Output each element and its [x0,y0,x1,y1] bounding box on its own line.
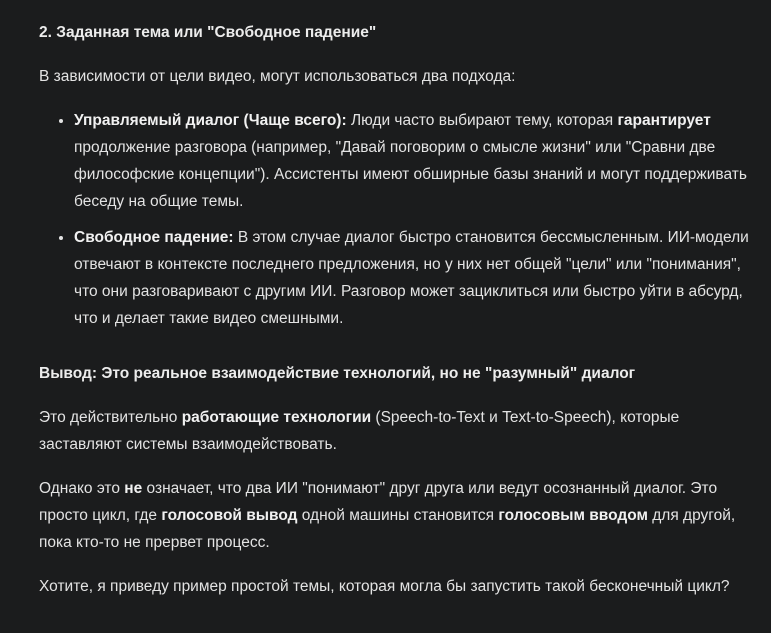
p2-bold-1: не [124,480,143,497]
approaches-list [39,107,751,332]
p2-bold-2: голосовой вывод [161,507,298,524]
p2-text-1: Однако это [39,480,125,497]
p1-bold-1: работающие технологии [181,409,372,426]
section-heading-conclusion: Вывод: Это реальное взаимодействие технологий, но не "разумный" диалог [39,365,636,382]
p2-text-2: означает, что два ИИ "понимают" друг друга или ведут осознанный диалог. Это просто цикл, где [39,480,718,524]
section-heading-topic: 2. Заданная тема или "Свободное падение" [39,24,377,41]
assistant-message [39,19,751,617]
list-item-guided-dialog [74,107,751,215]
intro-paragraph: В зависимости от цели видео, могут использоваться два подхода: [39,68,516,85]
conclusion-paragraph-2 [39,475,751,556]
closing-question: Хотите, я приведу пример простой темы, которая могла бы запустить такой бесконечный цикл? [39,578,730,595]
guided-dialog-emphasis: гарантирует [617,112,711,129]
conclusion-paragraph-1 [39,404,751,458]
guided-dialog-text-1: Люди часто выбирают тему, которая [346,112,618,129]
list-item-free-fall [74,224,751,332]
p1-text-2: (Speech-to-Text и Text-to-Speech), которые заставляют системы взаимодействовать. [39,409,680,453]
guided-dialog-label: Управляемый диалог (Чаще всего): [74,112,347,129]
guided-dialog-text-2: продолжение разговора (например, "Давай поговорим о смысле жизни" или "Сравни две философские концепции"). Ассистенты имеют обширные базы знаний и могут поддерживать беседу на общие темы. [74,139,747,210]
free-fall-label: Свободное падение: [74,229,234,246]
p2-text-4: для другой, пока кто-то не прервет процесс. [39,507,736,551]
p1-text-1: Это действительно [39,409,182,426]
free-fall-text: В этом случае диалог быстро становится бессмысленным. ИИ-модели отвечают в контексте последнего предложения, но у них нет общей "цели" или "понимания", что они разговаривают с другим ИИ. Разговор может зациклиться или быстро уйти в абсурд, что и делает такие видео смешными. [74,229,749,327]
p2-text-3: одной машины становится [297,507,499,524]
p2-bold-3: голосовым вводом [498,507,648,524]
